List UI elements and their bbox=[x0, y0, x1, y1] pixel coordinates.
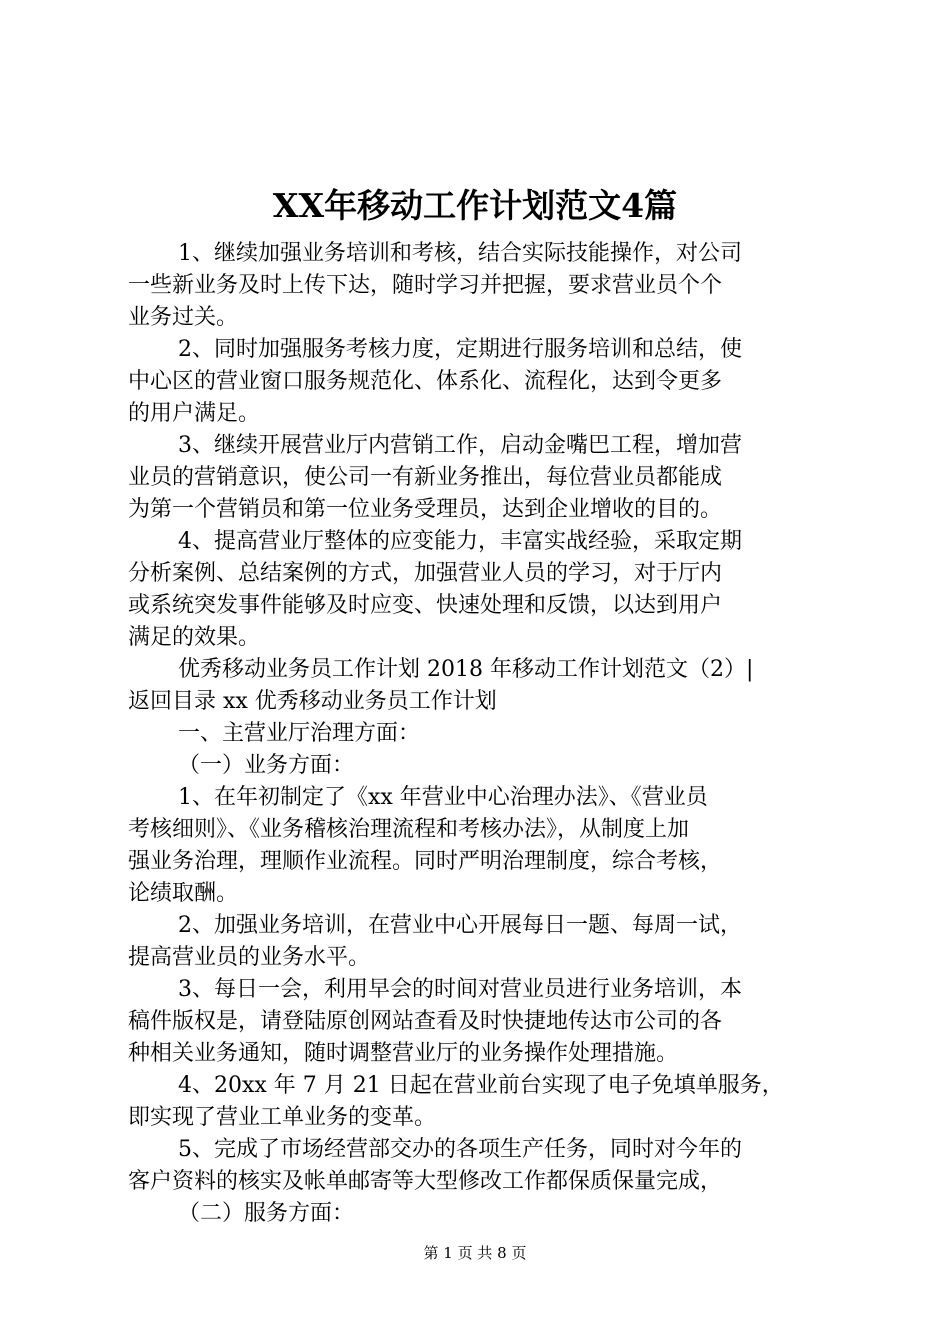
paragraph-line: 1、继续加强业务培训和考核，结合实际技能操作，对公司 bbox=[178, 241, 742, 266]
paragraph bbox=[128, 974, 848, 1070]
paragraph-line: 一些新业务及时上传下达，随时学习并把握，要求营业员个个 bbox=[128, 273, 723, 298]
paragraph-line: 返回目录 xx 优秀移动业务员工作计划 bbox=[128, 689, 497, 714]
paragraph bbox=[128, 718, 848, 750]
paragraph-line: 优秀移动业务员工作计划 2018 年移动工作计划范文（2）| bbox=[178, 657, 754, 682]
paragraph bbox=[128, 526, 848, 654]
paragraph-line: 4、20xx 年 7 月 21 日起在营业前台实现了电子免填单服务， bbox=[178, 1073, 784, 1098]
paragraph-line: 客户资料的核实及帐单邮寄等大型修改工作都保质保量完成， bbox=[128, 1169, 723, 1194]
paragraph-line: （二）服务方面： bbox=[178, 1201, 355, 1226]
page-title: XX年移动工作计划范文4篇 bbox=[272, 186, 678, 225]
page-footer: 第 1 页 共 8 页 bbox=[423, 1244, 527, 1262]
paragraph bbox=[128, 430, 848, 526]
paragraph-line: 1、在年初制定了《xx 年营业中心治理办法》、《营业员 bbox=[178, 785, 708, 810]
paragraph bbox=[128, 1198, 848, 1230]
paragraph-line: 2、加强业务培训，在营业中心开展每日一题、每周一试， bbox=[178, 913, 742, 938]
paragraph-line: 3、继续开展营业厅内营销工作，启动金嘴巴工程，增加营 bbox=[178, 433, 742, 458]
paragraph-line: 强业务治理，理顺作业流程。同时严明治理制度，综合考核， bbox=[128, 849, 723, 874]
paragraph-line: 4、提高营业厅整体的应变能力，丰富实战经验，采取定期 bbox=[178, 529, 742, 554]
paragraph-line: 中心区的营业窗口服务规范化、体系化、流程化，达到令更多 bbox=[128, 369, 723, 394]
paragraph-line: 提高营业员的业务水平。 bbox=[128, 945, 371, 970]
paragraph-line: 5、完成了市场经营部交办的各项生产任务，同时对今年的 bbox=[178, 1137, 742, 1162]
paragraph-line: （一）业务方面： bbox=[178, 753, 355, 778]
paragraph-line: 即实现了营业工单业务的变革。 bbox=[128, 1105, 437, 1130]
document-body bbox=[128, 238, 848, 1230]
paragraph-line: 考核细则》、《业务稽核治理流程和考核办法》，从制度上加 bbox=[128, 817, 690, 842]
paragraph-line: 满足的效果。 bbox=[128, 625, 261, 650]
paragraph bbox=[128, 238, 848, 334]
paragraph-line: 为第一个营销员和第一位业务受理员，达到企业增收的目的。 bbox=[128, 497, 723, 522]
paragraph-line: 论绩取酬。 bbox=[128, 881, 239, 906]
paragraph-line: 2、同时加强服务考核力度，定期进行服务培训和总结，使 bbox=[178, 337, 742, 362]
paragraph-line: 业务过关。 bbox=[128, 305, 239, 330]
paragraph bbox=[128, 334, 848, 430]
paragraph bbox=[128, 750, 848, 782]
paragraph-line: 种相关业务通知，随时调整营业厅的业务操作处理措施。 bbox=[128, 1041, 679, 1066]
paragraph bbox=[128, 782, 848, 910]
paragraph-line: 一、主营业厅治理方面： bbox=[178, 721, 421, 746]
paragraph bbox=[128, 910, 848, 974]
paragraph-line: 业员的营销意识，使公司一有新业务推出，每位营业员都能成 bbox=[128, 465, 723, 490]
paragraph bbox=[128, 1134, 848, 1198]
paragraph-line: 分析案例、总结案例的方式，加强营业人员的学习，对于厅内 bbox=[128, 561, 723, 586]
paragraph bbox=[128, 654, 848, 718]
paragraph bbox=[128, 1070, 848, 1134]
paragraph-line: 的用户满足。 bbox=[128, 401, 261, 426]
paragraph-line: 或系统突发事件能够及时应变、快速处理和反馈，以达到用户 bbox=[128, 593, 723, 618]
paragraph-line: 3、每日一会，利用早会的时间对营业员进行业务培训，本 bbox=[178, 977, 742, 1002]
paragraph-line: 稿件版权是，请登陆原创网站查看及时快捷地传达市公司的各 bbox=[128, 1009, 723, 1034]
